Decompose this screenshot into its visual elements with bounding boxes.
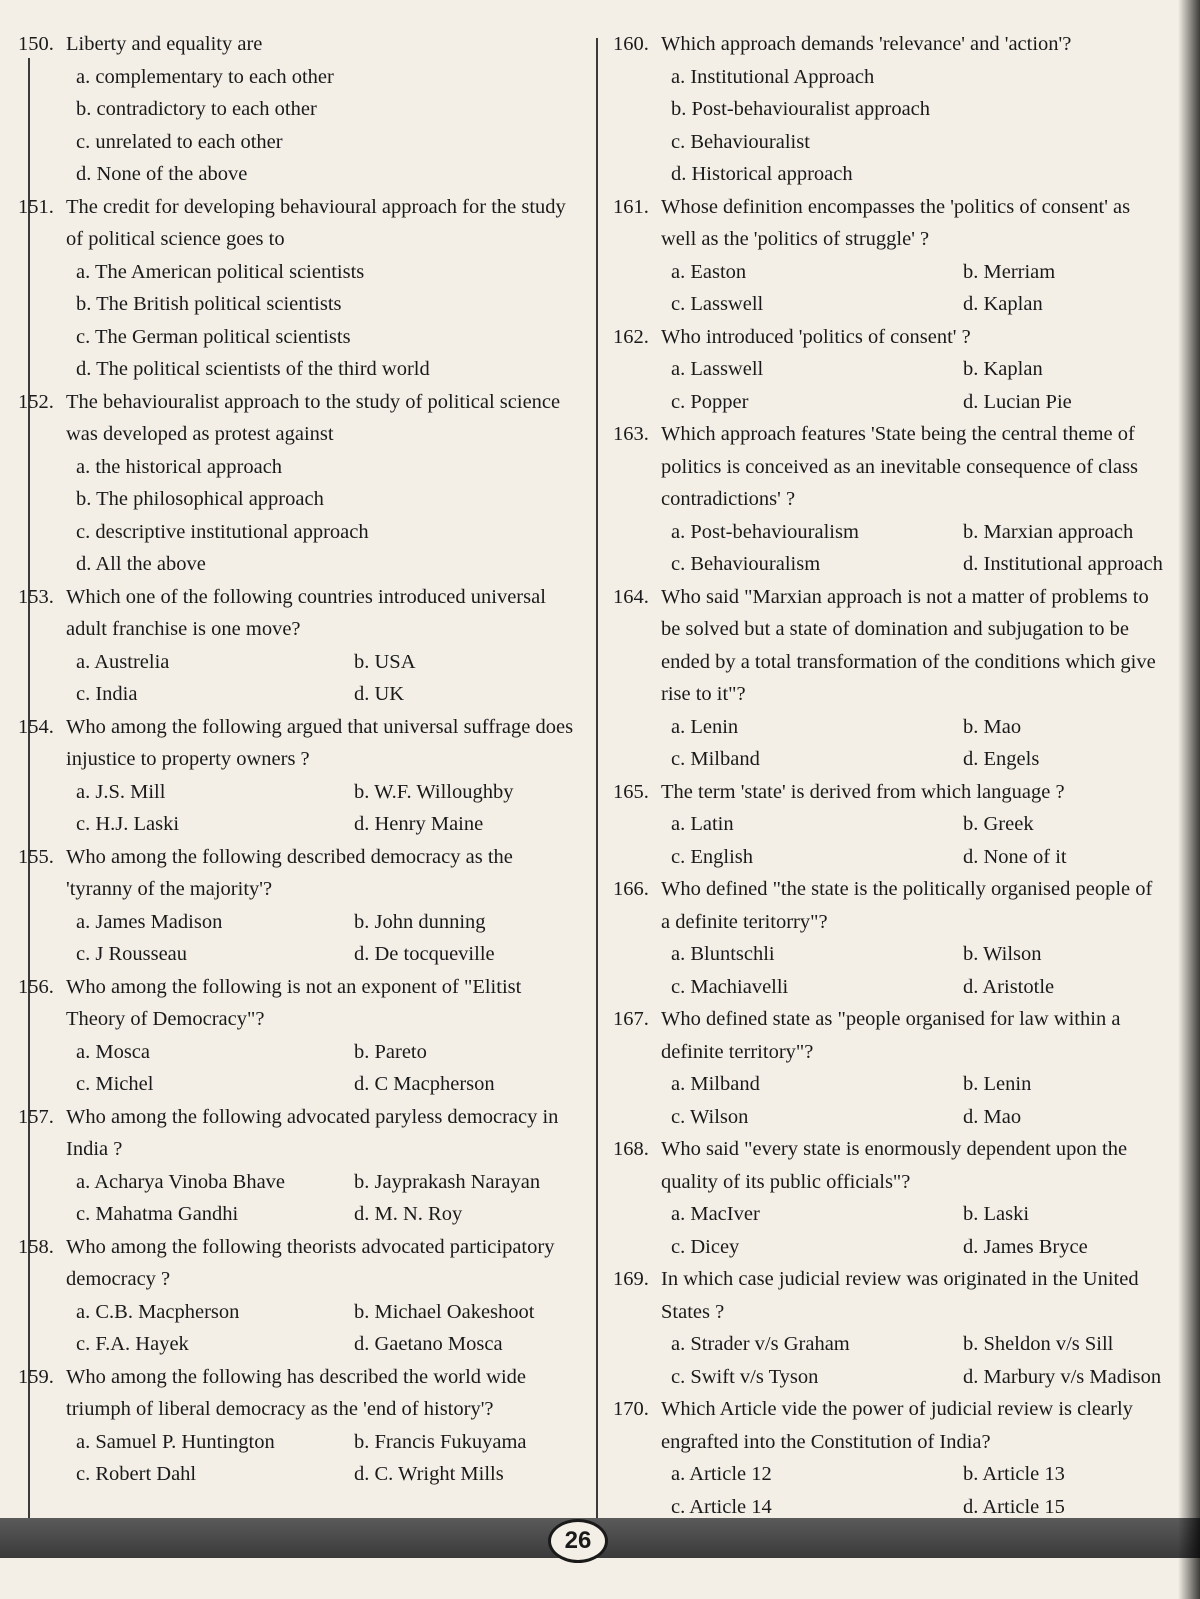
answer-option: a. Strader v/s Graham — [671, 1333, 850, 1355]
answer-option: c. Machiavelli — [671, 975, 789, 998]
answer-option: c. Behaviouralist — [671, 130, 810, 153]
answer-option: b. John dunning — [354, 910, 486, 933]
question-number: 155. — [18, 845, 54, 868]
question-166 — [613, 873, 1166, 1003]
answer-option: c. H.J. Laski — [76, 813, 180, 835]
question-number: 158. — [18, 1235, 54, 1258]
answer-option: a. Easton — [671, 260, 747, 283]
answer-option: c. Dicey — [671, 1235, 740, 1258]
question-stem — [613, 581, 1166, 711]
question-number: 151. — [18, 195, 54, 218]
answer-option: b. Lenin — [963, 1073, 1032, 1095]
question-stem — [18, 386, 578, 451]
answer-options — [18, 451, 578, 581]
answer-options — [18, 256, 578, 386]
question-number: 156. — [18, 975, 54, 998]
question-text: Which approach features 'State being the central theme of politics is conceived as an inevitable consequence of class contradictions' ? — [661, 423, 1139, 510]
answer-options — [18, 906, 578, 971]
question-stem — [18, 581, 578, 646]
question-number: 168. — [613, 1138, 649, 1160]
question-stem — [613, 191, 1166, 256]
question-167 — [613, 1003, 1166, 1133]
question-number: 166. — [613, 878, 649, 900]
answer-option: c. unrelated to each other — [76, 130, 283, 153]
question-stem — [613, 1133, 1166, 1198]
question-text: Who among the following described democracy as the 'tyranny of the majority'? — [66, 845, 513, 900]
answer-option: a. Institutional Approach — [671, 65, 875, 88]
question-164 — [613, 581, 1166, 776]
answer-option: c. Mahatma Gandhi — [76, 1203, 239, 1225]
answer-option: d. C. Wright Mills — [354, 1463, 504, 1485]
question-stem — [613, 418, 1166, 516]
answer-options — [613, 808, 1166, 873]
answer-option: a. C.B. Macpherson — [76, 1300, 240, 1323]
question-159 — [18, 1361, 578, 1491]
question-150 — [18, 28, 578, 191]
answer-option: d. Gaetano Mosca — [354, 1333, 503, 1355]
answer-option: c. descriptive institutional approach — [76, 520, 369, 543]
answer-option: b. Michael Oakeshoot — [354, 1300, 535, 1323]
answer-option: b. Francis Fukuyama — [354, 1430, 527, 1453]
answer-option: c. Article 14 — [671, 1495, 772, 1518]
answer-option: a. the historical approach — [76, 455, 283, 478]
answer-option: a. Article 12 — [671, 1463, 772, 1485]
answer-options — [613, 516, 1166, 581]
question-text: Who defined "the state is the politically organised people of a definite teritorry"? — [661, 878, 1153, 933]
question-stem — [613, 1003, 1166, 1068]
question-number: 161. — [613, 195, 649, 218]
question-text: The behaviouralist approach to the study of political science was developed as protest against — [66, 390, 561, 445]
question-158 — [18, 1231, 578, 1361]
answer-option: c. The German political scientists — [76, 325, 351, 348]
question-168 — [613, 1133, 1166, 1263]
answer-option: b. Jayprakash Narayan — [354, 1170, 541, 1193]
question-161 — [613, 191, 1166, 321]
question-stem — [18, 1361, 578, 1426]
answer-option: c. J Rousseau — [76, 943, 188, 965]
question-number: 167. — [613, 1008, 649, 1030]
question-text: Liberty and equality are — [66, 33, 263, 55]
question-text: Which Article vide the power of judicial review is clearly engrafted into the Constitution of India? — [661, 1398, 1133, 1453]
question-169 — [613, 1263, 1166, 1393]
question-number: 157. — [18, 1105, 54, 1128]
question-text: Which approach demands 'relevance' and 'action'? — [661, 33, 1072, 55]
answer-options — [613, 61, 1166, 191]
answer-option: b. Sheldon v/s Sill — [963, 1333, 1114, 1355]
question-number: 164. — [613, 585, 649, 608]
question-stem — [613, 28, 1166, 61]
answer-option: b. Marxian approach — [963, 520, 1134, 543]
question-stem — [613, 776, 1166, 809]
answer-option: b. contradictory to each other — [76, 98, 317, 120]
answer-option: d. Historical approach — [671, 163, 853, 185]
answer-option: d. The political scientists of the third world — [76, 358, 430, 380]
answer-options — [613, 353, 1166, 418]
question-page — [18, 28, 1166, 1518]
answer-option: a. Bluntschli — [671, 943, 775, 965]
answer-option: b. Pareto — [354, 1040, 427, 1063]
answer-options — [613, 711, 1166, 776]
answer-option: c. Behaviouralism — [671, 553, 821, 575]
answer-options — [18, 1296, 578, 1361]
question-number: 163. — [613, 423, 649, 445]
answer-option: d. Mao — [963, 1105, 1022, 1128]
answer-option: d. C Macpherson — [354, 1073, 495, 1095]
answer-option: d. Article 15 — [963, 1495, 1065, 1518]
answer-option: a. J.S. Mill — [76, 780, 166, 803]
question-stem — [18, 191, 578, 256]
answer-option: a. Acharya Vinoba Bhave — [76, 1170, 286, 1193]
answer-option: d. De tocqueville — [354, 943, 495, 965]
answer-option: b. Merriam — [963, 260, 1056, 283]
question-text: Who among the following has described the world wide triumph of liberal democracy as the 'end of history'? — [66, 1365, 526, 1420]
answer-option: a. James Madison — [76, 910, 223, 933]
answer-option: a. Samuel P. Huntington — [76, 1430, 275, 1453]
question-number: 159. — [18, 1365, 54, 1388]
answer-option: a. Latin — [671, 813, 734, 835]
answer-option: d. UK — [354, 683, 405, 705]
answer-option: a. complementary to each other — [76, 65, 334, 88]
question-number: 154. — [18, 715, 54, 738]
answer-option: a. The American political scientists — [76, 260, 365, 283]
question-text: Which one of the following countries introduced universal adult franchise is one move? — [66, 585, 546, 640]
answer-option: b. W.F. Willoughby — [354, 780, 514, 803]
answer-option: a. Lenin — [671, 715, 739, 738]
answer-option: c. English — [671, 845, 753, 868]
answer-option: a. Post-behaviouralism — [671, 520, 859, 543]
question-text: Who among the following theorists advocated participatory democracy ? — [66, 1235, 555, 1290]
answer-options — [18, 1166, 578, 1231]
page-edge-shadow — [1178, 0, 1200, 1599]
answer-options — [613, 1458, 1166, 1523]
answer-options — [18, 1426, 578, 1491]
answer-option: b. Wilson — [963, 943, 1042, 965]
answer-options — [613, 1328, 1166, 1393]
answer-option: d. Marbury v/s Madison — [963, 1365, 1162, 1388]
question-170 — [613, 1393, 1166, 1523]
answer-option: d. Aristotle — [963, 975, 1055, 998]
answer-option: c. Swift v/s Tyson — [671, 1365, 819, 1388]
answer-option: c. Lasswell — [671, 293, 764, 315]
question-163 — [613, 418, 1166, 581]
question-text: Whose definition encompasses the 'politics of consent' as well as the 'politics of struggle' ? — [661, 195, 1131, 250]
question-text: Who defined state as "people organised for law within a definite territory"? — [661, 1008, 1121, 1063]
question-text: Who among the following advocated paryless democracy in India ? — [66, 1105, 559, 1160]
question-text: Who among the following argued that universal suffrage does injustice to property owners ? — [66, 715, 574, 770]
question-stem — [18, 28, 578, 61]
question-text: Who said "every state is enormously dependent upon the quality of its public officials"? — [661, 1138, 1128, 1193]
answer-option: c. Milband — [671, 748, 760, 770]
question-text: The credit for developing behavioural approach for the study of political science goes to — [66, 195, 566, 250]
question-stem — [18, 1231, 578, 1296]
question-stem — [18, 711, 578, 776]
answer-option: b. The philosophical approach — [76, 488, 324, 510]
answer-options — [613, 1198, 1166, 1263]
answer-option: a. Austrelia — [76, 650, 170, 673]
answer-option: d. Kaplan — [963, 293, 1043, 315]
question-number: 169. — [613, 1268, 649, 1290]
question-number: 153. — [18, 585, 54, 608]
answer-option: a. Mosca — [76, 1040, 151, 1063]
question-number: 170. — [613, 1398, 649, 1420]
answer-option: d. None of it — [963, 845, 1067, 868]
question-stem — [613, 321, 1166, 354]
answer-option: b. Kaplan — [963, 358, 1043, 380]
answer-options — [18, 61, 578, 191]
question-157 — [18, 1101, 578, 1231]
answer-option: b. Article 13 — [963, 1463, 1065, 1485]
answer-options — [613, 1068, 1166, 1133]
question-153 — [18, 581, 578, 711]
question-stem — [613, 1393, 1166, 1458]
column-divider — [596, 38, 598, 1518]
answer-option: a. Lasswell — [671, 358, 764, 380]
right-column — [613, 28, 1166, 1518]
question-number: 152. — [18, 390, 54, 413]
answer-option: d. None of the above — [76, 163, 248, 185]
question-stem — [613, 1263, 1166, 1328]
answer-option: c. Robert Dahl — [76, 1463, 197, 1485]
answer-option: d. Henry Maine — [354, 813, 484, 835]
question-text: Who among the following is not an exponent of "Elitist Theory of Democracy"? — [66, 975, 522, 1030]
answer-options — [18, 776, 578, 841]
question-number: 162. — [613, 325, 649, 348]
page-number: 26 — [548, 1519, 608, 1563]
question-text: Who said "Marxian approach is not a matter of problems to be solved but a state of domination and subjugation to be ended by a total transformation of the conditions which give rise to it"? — [661, 585, 1156, 705]
question-152 — [18, 386, 578, 581]
question-154 — [18, 711, 578, 841]
answer-option: d. Institutional approach — [963, 553, 1163, 575]
answer-options — [613, 256, 1166, 321]
question-number: 150. — [18, 33, 54, 55]
answer-option: b. Laski — [963, 1203, 1030, 1225]
answer-options — [18, 646, 578, 711]
answer-option: c. Michel — [76, 1073, 154, 1095]
answer-option: a. MacIver — [671, 1203, 760, 1225]
question-stem — [18, 971, 578, 1036]
question-stem — [613, 873, 1166, 938]
question-155 — [18, 841, 578, 971]
question-text: In which case judicial review was originated in the United States ? — [661, 1268, 1139, 1323]
question-165 — [613, 776, 1166, 874]
answer-option: b. USA — [354, 650, 416, 673]
question-stem — [18, 841, 578, 906]
answer-option: b. Post-behaviouralist approach — [671, 98, 931, 120]
answer-option: d. All the above — [76, 553, 206, 575]
question-160 — [613, 28, 1166, 191]
answer-option: d. Engels — [963, 748, 1040, 770]
answer-option: b. The British political scientists — [76, 293, 342, 315]
answer-option: c. India — [76, 683, 138, 705]
answer-options — [613, 938, 1166, 1003]
answer-option: b. Mao — [963, 715, 1022, 738]
question-text: Who introduced 'politics of consent' ? — [661, 325, 971, 348]
question-156 — [18, 971, 578, 1101]
answer-option: b. Greek — [963, 813, 1034, 835]
answer-option: d. Lucian Pie — [963, 390, 1072, 413]
answer-option: c. Popper — [671, 390, 749, 413]
answer-option: a. Milband — [671, 1073, 760, 1095]
question-number: 165. — [613, 780, 649, 803]
answer-options — [18, 1036, 578, 1101]
answer-option: d. M. N. Roy — [354, 1203, 463, 1225]
answer-option: c. Wilson — [671, 1105, 749, 1128]
answer-option: d. James Bryce — [963, 1235, 1088, 1258]
question-stem — [18, 1101, 578, 1166]
answer-option: c. F.A. Hayek — [76, 1333, 189, 1355]
question-162 — [613, 321, 1166, 419]
left-column — [18, 28, 578, 1518]
question-number: 160. — [613, 33, 649, 55]
question-text: The term 'state' is derived from which language ? — [661, 780, 1065, 803]
question-151 — [18, 191, 578, 386]
